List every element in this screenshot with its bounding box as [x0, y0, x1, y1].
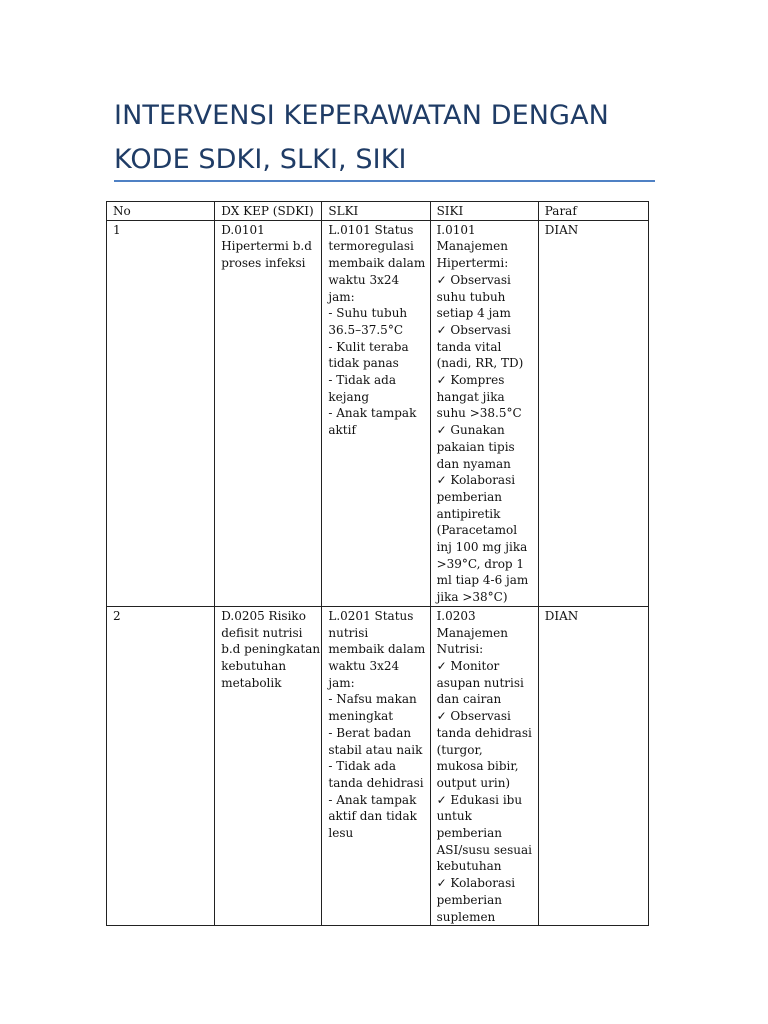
cell-line: Manajemen [436, 239, 508, 254]
cell-line: mukosa bibir, [436, 759, 519, 774]
cell-line: (nadi, RR, TD) [436, 356, 524, 371]
cell-line: - Kulit teraba [328, 339, 409, 354]
cell-line: kejang [328, 389, 370, 404]
cell-line: aktif dan tidak [328, 809, 417, 824]
cell-line: proses infeksi [221, 256, 306, 271]
cell-line: ✓ Edukasi ibu [436, 792, 523, 807]
cell-slki [322, 606, 430, 925]
cell-line: nutrisi [328, 625, 369, 640]
cell-line: - Tidak ada [328, 373, 396, 388]
cell-line: waktu 3x24 [328, 658, 400, 673]
table-body [107, 220, 649, 926]
cell-line: pemberian [436, 826, 502, 841]
cell-line: kebutuhan [221, 658, 287, 673]
header-siki: SIKI [430, 202, 538, 221]
cell-line: metabolik [221, 675, 282, 690]
cell-line: pemberian [436, 892, 502, 907]
cell-slki [322, 220, 430, 606]
header-paraf: Paraf [538, 202, 648, 221]
cell-line: untuk [436, 809, 472, 824]
cell-line: 36.5–37.5°C [328, 322, 403, 337]
cell-line: membaik dalam [328, 256, 426, 271]
cell-line: >39°C, drop 1 [436, 556, 525, 571]
cell-line: dan nyaman [436, 456, 511, 471]
cell-line: setiap 4 jam [436, 306, 511, 321]
cell-line: aktif [328, 423, 356, 438]
cell-line: L.0201 Status [328, 608, 414, 623]
cell-line: hangat jika [436, 389, 505, 404]
cell-line: (turgor, [436, 742, 483, 757]
cell-line: pemberian [436, 489, 502, 504]
cell-line: waktu 3x24 [328, 272, 400, 287]
cell-paraf: DIAN [538, 606, 648, 925]
table-row [107, 606, 649, 925]
cell-line: ✓ Observasi [436, 322, 511, 337]
cell-paraf: DIAN [538, 220, 648, 606]
cell-line: defisit nutrisi [221, 625, 303, 640]
cell-line: ASI/susu sesuai [436, 842, 532, 857]
cell-line: - Anak tampak [328, 792, 417, 807]
header-no: No [107, 202, 215, 221]
cell-line: Hipertermi: [436, 256, 509, 271]
nursing-intervention-table [106, 201, 649, 926]
title-line-1: INTERVENSI KEPERAWATAN DENGAN [114, 100, 609, 131]
cell-line: membaik dalam [328, 642, 426, 657]
cell-line: lesu [328, 826, 354, 841]
cell-line: ✓ Monitor [436, 658, 500, 673]
cell-line: ✓ Observasi [436, 272, 511, 287]
cell-line: jika >38°C) [436, 590, 508, 605]
cell-no: 1 [107, 220, 215, 606]
table-header-row [107, 202, 649, 221]
cell-line: D.0205 Risiko [221, 608, 306, 623]
cell-line: ✓ Observasi [436, 709, 511, 724]
cell-line: (Paracetamol [436, 523, 518, 538]
cell-line: - Nafsu makan [328, 692, 417, 707]
cell-dx-kep [215, 220, 322, 606]
cell-line: pakaian tipis [436, 439, 515, 454]
cell-line: L.0101 Status [328, 222, 414, 237]
cell-siki [430, 606, 538, 925]
cell-line: output urin) [436, 775, 511, 790]
cell-line: dan cairan [436, 692, 502, 707]
cell-line: stabil atau naik [328, 742, 423, 757]
cell-line: kebutuhan [436, 859, 502, 874]
cell-line: antipiretik [436, 506, 501, 521]
cell-dx-kep [215, 606, 322, 925]
cell-line: b.d peningkatan [221, 642, 321, 657]
cell-line: Manajemen [436, 625, 508, 640]
cell-no: 2 [107, 606, 215, 925]
cell-line: suhu >38.5°C [436, 406, 522, 421]
document-title [114, 94, 674, 182]
cell-line: - Anak tampak [328, 406, 417, 421]
cell-line: suhu tubuh [436, 289, 506, 304]
cell-line: tanda dehidrasi [436, 725, 532, 740]
cell-line: asupan nutrisi [436, 675, 524, 690]
cell-line: I.0101 [436, 222, 476, 237]
cell-line: - Tidak ada [328, 759, 396, 774]
header-dx-kep: DX KEP (SDKI) [215, 202, 322, 221]
cell-line: ml tiap 4-6 jam [436, 573, 529, 588]
cell-siki [430, 220, 538, 606]
cell-line: jam: [328, 289, 355, 304]
cell-line: ✓ Kompres [436, 373, 505, 388]
cell-line: ✓ Kolaborasi [436, 876, 516, 891]
cell-line: Nutrisi: [436, 642, 484, 657]
cell-line: tanda dehidrasi [328, 775, 424, 790]
title-underline [114, 180, 655, 182]
cell-line: ✓ Gunakan [436, 423, 505, 438]
table-row [107, 220, 649, 606]
cell-line: inj 100 mg jika [436, 540, 528, 555]
header-slki: SLKI [322, 202, 430, 221]
cell-line: - Suhu tubuh [328, 306, 408, 321]
cell-line: meningkat [328, 709, 394, 724]
cell-line: jam: [328, 675, 355, 690]
cell-line: Hipertermi b.d [221, 239, 312, 254]
cell-line: tanda vital [436, 339, 502, 354]
title-line-2: KODE SDKI, SLKI, SIKI [114, 144, 407, 175]
cell-line: I.0203 [436, 608, 476, 623]
cell-line: D.0101 [221, 222, 265, 237]
cell-line: tidak panas [328, 356, 399, 371]
cell-line: suplemen [436, 909, 496, 924]
cell-line: termoregulasi [328, 239, 414, 254]
cell-line: ✓ Kolaborasi [436, 473, 516, 488]
cell-line: - Berat badan [328, 725, 412, 740]
